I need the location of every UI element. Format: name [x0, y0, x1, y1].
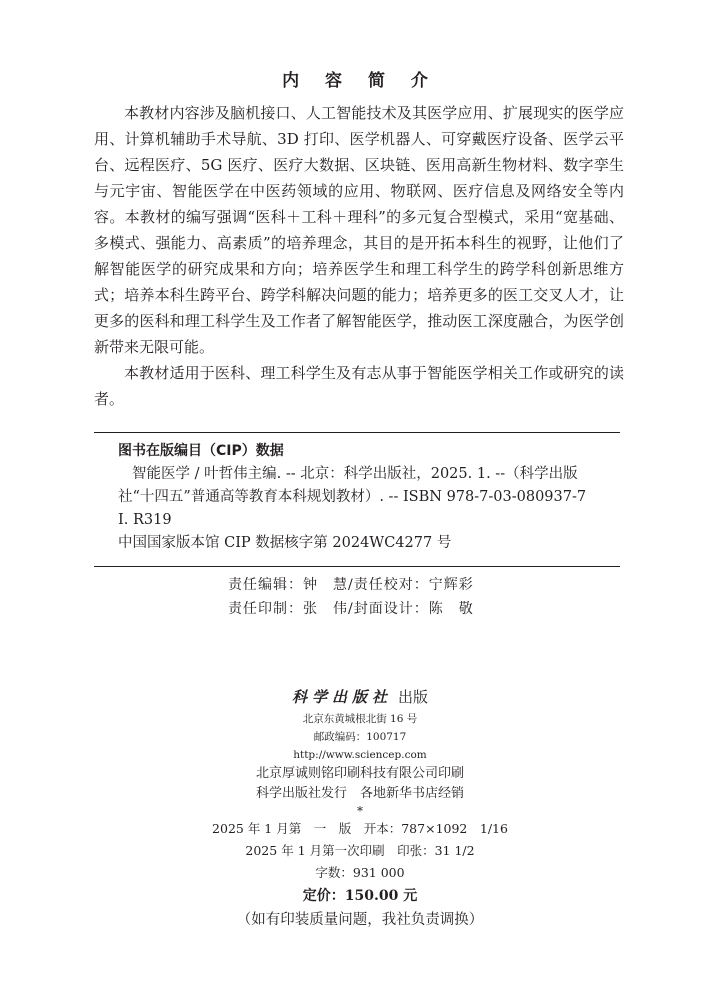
edition-info: 2025 年 1 月第 一 版 开本：787×1092 1/16 [212, 821, 508, 836]
cip-line-2: 社“十四五”普通高等教育本科规划教材）. -- ISBN 978-7-03-080937-7 [118, 489, 587, 505]
separator-star: * [357, 804, 363, 818]
printing-info: 2025 年 1 月第一次印刷 印张：31 1/2 [245, 843, 475, 858]
intro-paragraph-1: 本教材内容涉及脑机接口、人工智能技术及其医学应用、扩展现实的医学应用、计算机辅助手术导航、3D 打印、医学机器人、可穿戴医疗设备、医学云平台、远程医疗、5G 医疗、医疗大数据、区块链、医用高新生物材料、数字孪生与元宇宙、智能医学在中医药领域的应用、物联网、医疗信息及网络安全等内容。本教材的编写强调“医科＋工科＋理科”的多元复合型模式，采用“宽基础、多模式、强能力、高素质”的培养理念，其目的是开拓本科生的视野，让他们了解智能医学的研究成果和方向；培养医学生和理工科学生的跨学科创新思维方式；培养本科生跨平台、跨学科解决问题的能力；培养更多的医工交叉人才，让更多的医科和理工科学生及工作者了解智能医学，推动医工深度融合，为医学创新带来无限可能。 [94, 104, 624, 356]
page-title: 内 容 简 介 [282, 71, 438, 91]
staff-line-1: 责任编辑：钟 慧/责任校对：宁辉彩 [228, 577, 474, 593]
cip-data-block [118, 440, 618, 555]
cip-line-4: 中国国家版本馆 CIP 数据核字第 2024WC4277 号 [118, 535, 452, 551]
cip-line-1: 智能医学 / 叶哲伟主编. -- 北京：科学出版社，2025. 1. --（科学出版 [132, 466, 578, 482]
cip-heading: 图书在版编目（CIP）数据 [118, 443, 284, 459]
publisher-suffix: 出版 [398, 688, 429, 706]
cip-top-divider [94, 432, 620, 433]
publisher-url: http://www.sciencep.com [293, 749, 427, 761]
replacement-note: （如有印装质量问题，我社负责调换） [236, 912, 484, 928]
publisher-block [0, 684, 720, 932]
publisher-address: 北京东黄城根北街 16 号 [302, 713, 418, 725]
introduction [94, 100, 624, 412]
printer-info: 北京厚诚则铭印刷科技有限公司印刷 [255, 766, 464, 781]
staff-credits [228, 573, 474, 621]
intro-paragraph-2: 本教材适用于医科、理工科学生及有志从事于智能医学相关工作或研究的读者。 [94, 364, 624, 408]
publisher-name: 科学出版社 [291, 688, 392, 706]
distribution-info: 科学出版社发行 各地新华书店经销 [255, 786, 464, 801]
cip-line-3: Ⅰ. R319 [118, 512, 172, 528]
staff-line-2: 责任印制：张 伟/封面设计：陈 敬 [228, 601, 474, 617]
word-count: 字数：931 000 [315, 865, 405, 880]
publisher-postcode: 邮政编码：100717 [313, 731, 407, 743]
price: 定价：150.00 元 [302, 888, 418, 904]
cip-bottom-divider [94, 566, 620, 567]
